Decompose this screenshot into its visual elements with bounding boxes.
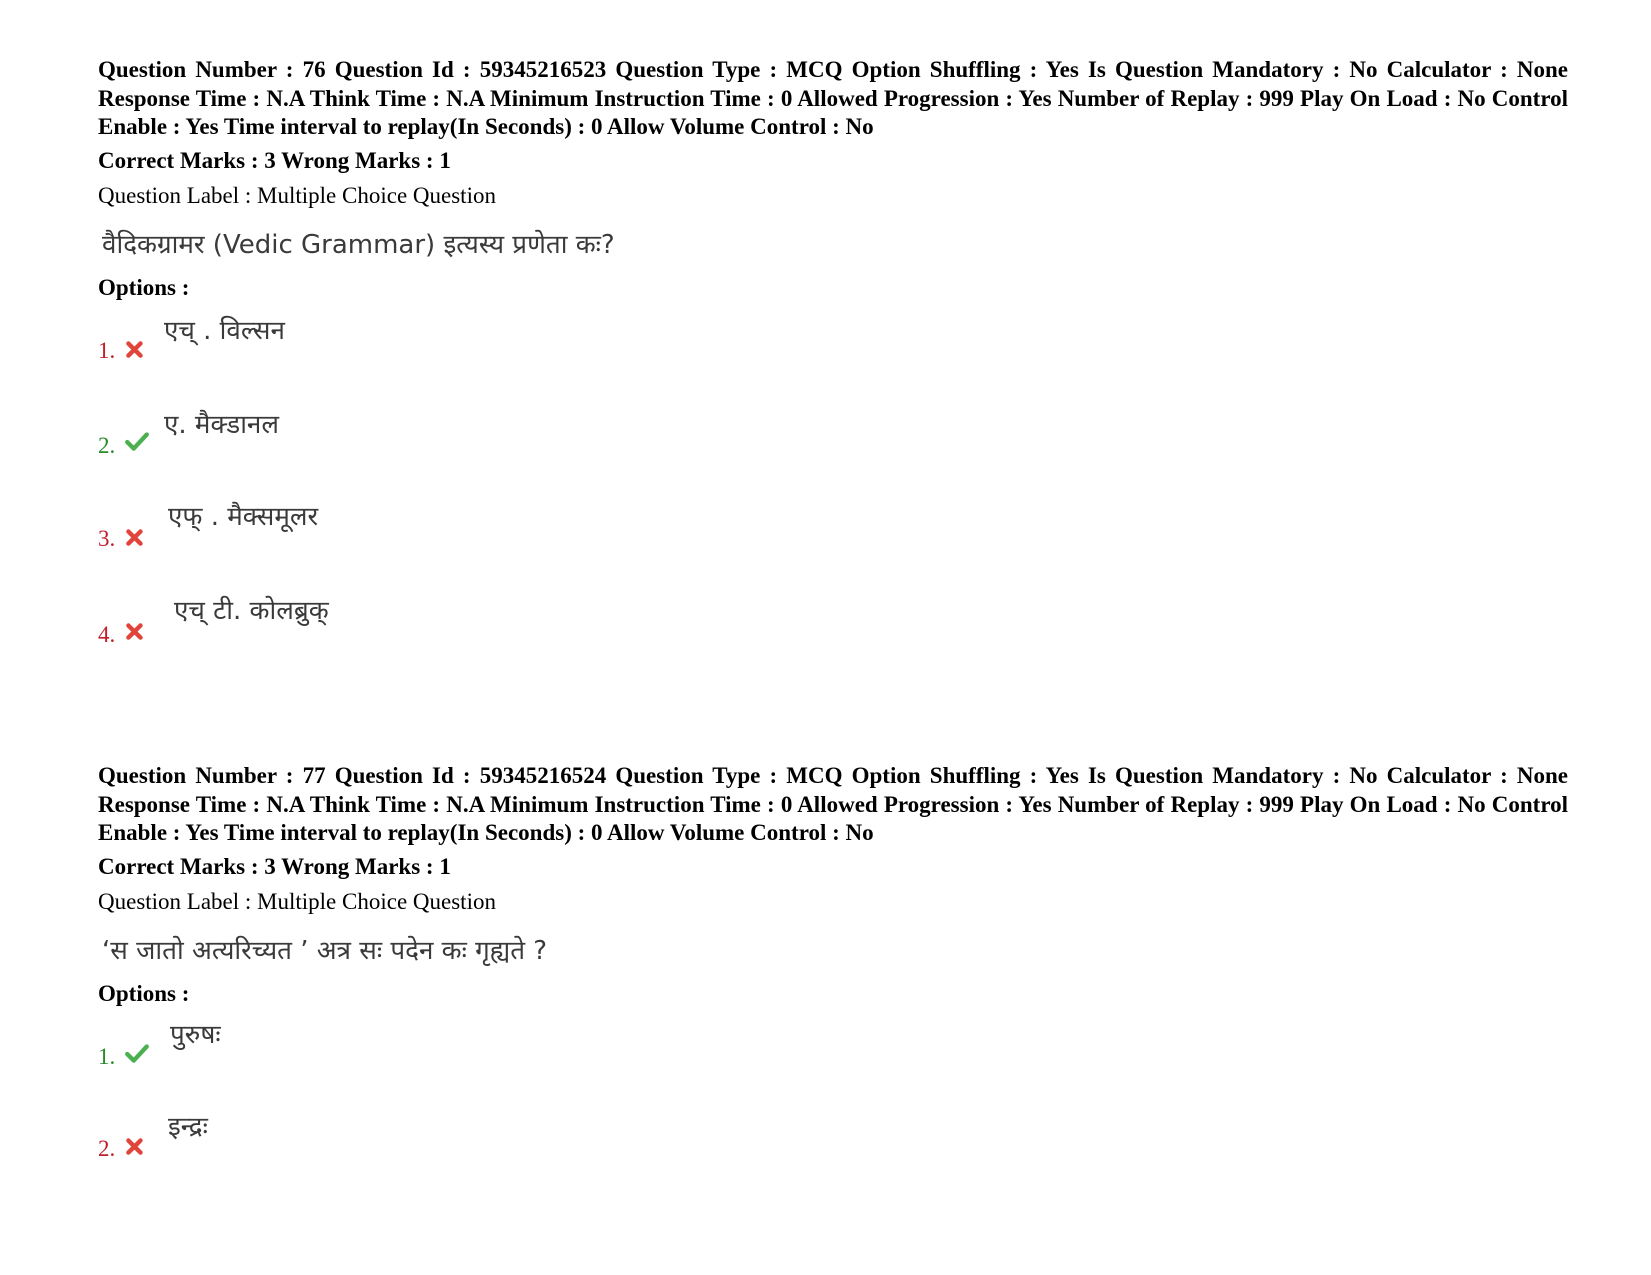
question-text: वैदिकग्रामर (Vedic Grammar) इत्यस्य प्रणेता कः? [102, 229, 615, 260]
option-text: एच् . विल्सन [164, 315, 285, 346]
option-item [98, 1020, 1568, 1116]
options-title: Options : [98, 980, 190, 1006]
option-item [98, 1111, 1568, 1176]
question-label: Question Label : Multiple Choice Question [98, 182, 496, 208]
option-number: 3. [98, 525, 116, 551]
option-number: 2. [98, 432, 116, 458]
cross-icon [124, 1135, 146, 1157]
question-marks: Correct Marks : 3 Wrong Marks : 1 [98, 147, 451, 173]
option-text: पुरुषः [170, 1019, 221, 1050]
option-number: 1. [98, 1043, 116, 1069]
cross-icon [124, 338, 146, 360]
option-text: एच् टी. कोलब्रुक् [174, 595, 329, 626]
options-list [98, 1020, 1568, 1176]
question-meta: Question Number : 77 Question Id : 59345216524 Question Type : MCQ Option Shuffling : Yes Is Question Mandatory : No Calculator : None Response Time : N.A Think Time : N.A Minimum Instruction Time : 0 Allowed Progression : Yes Number of Replay : 999 Play On Load : No Control Enable : Yes Time interval to replay(In Seconds) : 0 Allow Volume Control : No [98, 763, 1568, 845]
option-text: ए. मैक्डानल [164, 409, 279, 440]
question-block [98, 762, 1568, 1176]
check-icon [124, 1042, 150, 1064]
question-meta: Question Number : 76 Question Id : 59345216523 Question Type : MCQ Option Shuffling : Yes Is Question Mandatory : No Calculator : None Response Time : N.A Think Time : N.A Minimum Instruction Time : 0 Allowed Progression : Yes Number of Replay : 999 Play On Load : No Control Enable : Yes Time interval to replay(In Seconds) : 0 Allow Volume Control : No [98, 57, 1568, 139]
options-list [98, 314, 1568, 658]
option-text: इन्द्रः [168, 1111, 208, 1142]
option-text: एफ् . मैक्समूलर [168, 501, 319, 532]
question-label: Question Label : Multiple Choice Question [98, 888, 496, 914]
option-number: 2. [98, 1135, 116, 1161]
question-block [98, 56, 1568, 658]
cross-icon [124, 620, 146, 642]
option-number: 1. [98, 337, 116, 363]
check-icon [124, 430, 150, 452]
option-number: 4. [98, 621, 116, 647]
option-item [98, 410, 1568, 502]
option-item [98, 502, 1568, 598]
question-text: ‘स जातो अत्यरिच्यत ’ अत्र सः पदेन कः गृह्यते ? [102, 935, 548, 966]
options-title: Options : [98, 274, 190, 300]
question-marks: Correct Marks : 3 Wrong Marks : 1 [98, 853, 451, 879]
option-item [98, 314, 1568, 410]
option-item [98, 595, 1568, 658]
cross-icon [124, 526, 146, 548]
